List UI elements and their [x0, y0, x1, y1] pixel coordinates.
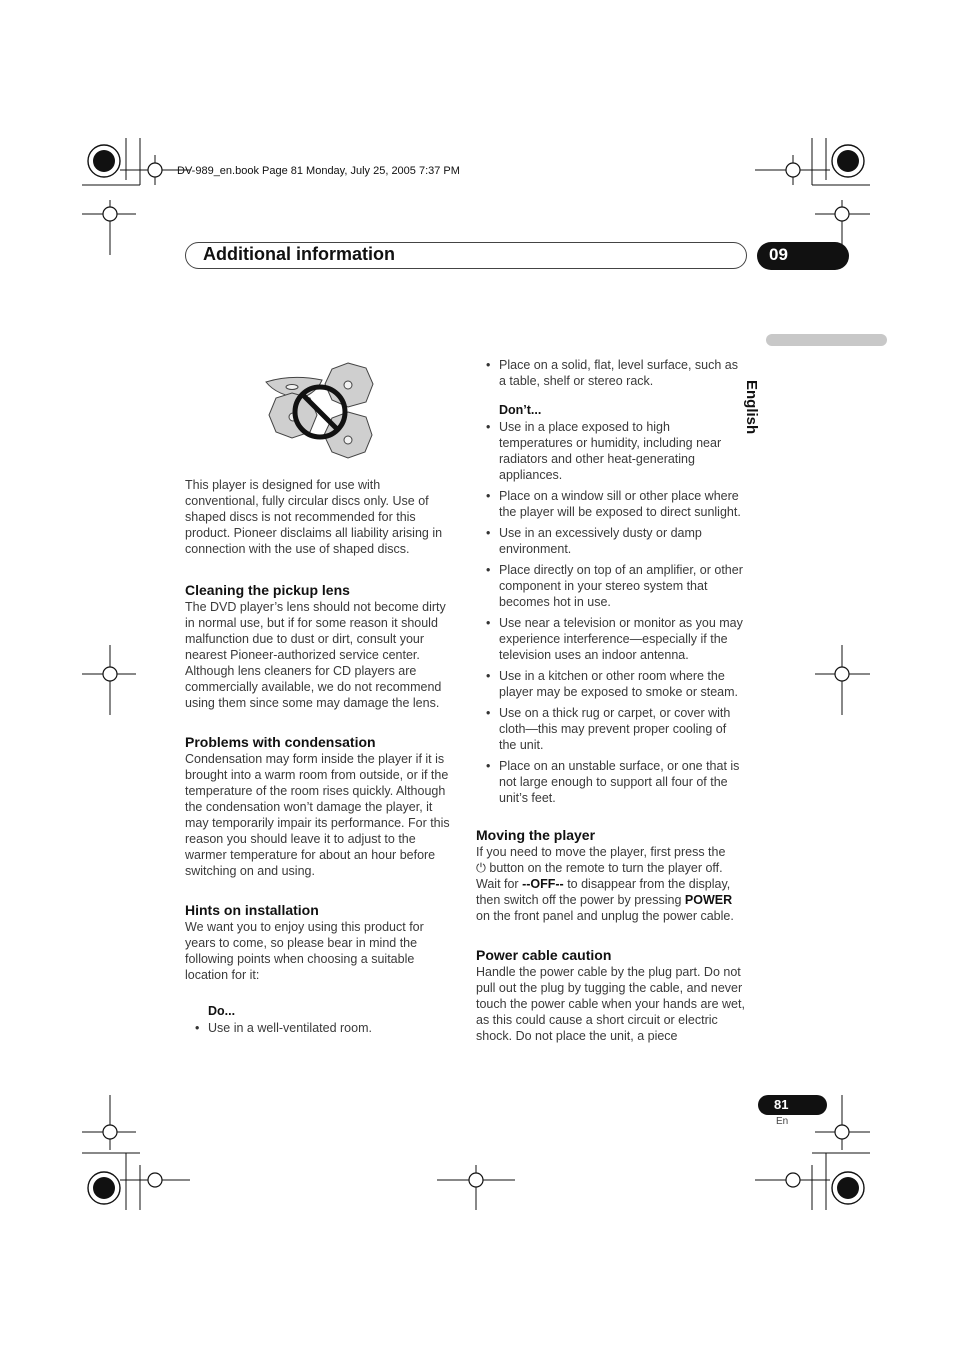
hints-heading: Hints on installation: [185, 902, 319, 918]
chapter-number: 09: [769, 245, 788, 264]
chapter-number-badge: [757, 242, 849, 270]
off-display-text: --OFF--: [522, 877, 564, 891]
dont-list-item: • Use in a kitchen or other room where the player may be exposed to smoke or steam.: [476, 668, 746, 700]
dont-list-item: • Use on a thick rug or carpet, or cover with cloth—this may prevent proper cooling of the unit.: [476, 705, 746, 753]
power-cable-body: Handle the power cable by the plug part. Do not pull out the plug by tugging the cable, and never touch the power cable when your hands are wet, as this could cause a short circuit or electric shock. Do not place the unit, a piece: [476, 965, 745, 1043]
condensation-body: Condensation may form inside the player if it is brought into a warm room from outside, or if the temperature of the room rises quickly. Although the condensation won’t damage the player, it may temporarily impair its performance. For this reason you should leave it to adjust to the warmer temperature for about an hour before switching on and using.: [185, 752, 450, 878]
dont-list-item: • Place on a window sill or other place where the player will be exposed to direct sunlight.: [476, 488, 746, 520]
file-meta: DV-989_en.book Page 81 Monday, July 25, 2005 7:37 PM: [177, 165, 460, 177]
do-list-item: • Place on a solid, flat, level surface, such as a table, shelf or stereo rack.: [476, 357, 746, 389]
cleaning-heading: Cleaning the pickup lens: [185, 582, 350, 598]
page-number-badge: [758, 1095, 827, 1115]
dont-list-item: • Place directly on top of an amplifier, or other component in your stereo system that becomes hot in use.: [476, 562, 746, 610]
language-tab-label: English: [743, 380, 760, 435]
shaped-disc-notice: This player is designed for use with conventional, fully circular discs only. Use of shaped discs is not recommended for this product. Pioneer disclaims all liability arising in connection with the use of shaped discs.: [185, 478, 443, 556]
moving-body: If you need to move the player, first press the ⏻ button on the remote to turn the player off. Wait for --OFF-- to disappear from the display, then switch off the power by pressing POWER on the front panel and unplug the power cable.: [476, 845, 734, 923]
shaped-discs-prohibited-icon: [262, 360, 377, 465]
left-column: [185, 477, 453, 1041]
power-icon: ⏻: [476, 861, 486, 875]
power-button-label: POWER: [684, 893, 733, 907]
cleaning-body: The DVD player’s lens should not become dirty in normal use, but if for some reason it should malfunction due to dust or dirt, consult your nearest Pioneer-authorized service center. Although lens cleaners for CD players are commercially available, we do not recommend using them since some may damage the lens.: [185, 600, 446, 710]
dont-list-item: • Use near a television or monitor as you may experience interference—especially if the television uses an indoor antenna.: [476, 615, 746, 663]
moving-heading: Moving the player: [476, 827, 596, 843]
power-cable-heading: Power cable caution: [476, 947, 612, 963]
do-list-item: • Use in a well-ventilated room.: [185, 1020, 453, 1036]
dont-list-item: • Place on an unstable surface, or one that is not large enough to support all four of the unit’s feet.: [476, 758, 746, 806]
dont-list-item: • Use in a place exposed to high temperatures or humidity, including near radiators and other heat-generating appliances.: [476, 419, 746, 483]
condensation-heading: Problems with condensation: [185, 734, 376, 750]
page-number: 81: [774, 1097, 789, 1112]
language-tab-bar: [766, 334, 887, 346]
do-heading: Do...: [208, 1004, 236, 1018]
chapter-title: Additional information: [203, 244, 395, 264]
dont-list-item: • Use in an excessively dusty or damp environment.: [476, 525, 746, 557]
right-column: [476, 357, 746, 1044]
hints-body: We want you to enjoy using this product for years to come, so please bear in mind the following points when choosing a suitable location for it:: [185, 920, 424, 982]
page-language: En: [776, 1116, 789, 1127]
dont-heading: Don’t...: [499, 403, 542, 417]
